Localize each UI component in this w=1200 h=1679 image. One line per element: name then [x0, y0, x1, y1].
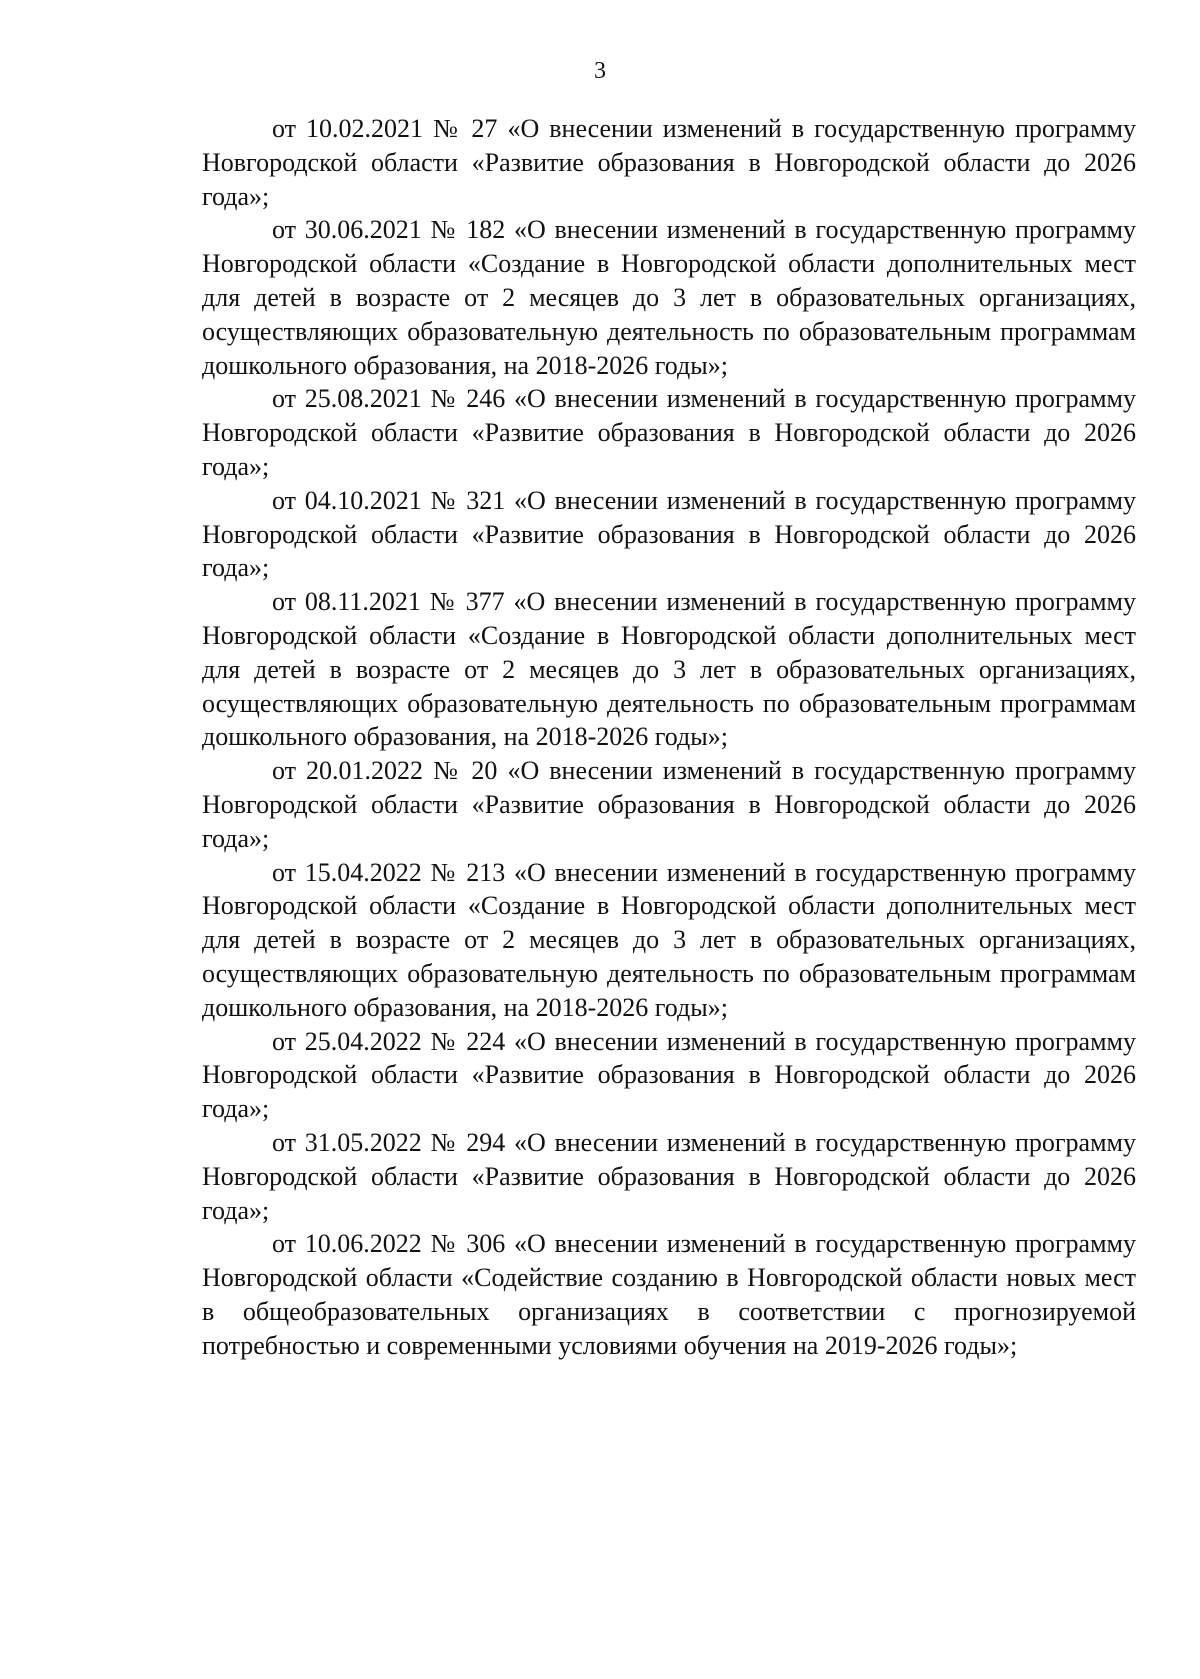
- amendment-list: [202, 112, 1136, 1362]
- list-item: от 20.01.2022 № 20 «О внесении изменений в государственную программу Новгородской области «Развитие образования в Новгородской области до 2026 года»;: [202, 756, 1136, 853]
- page-number: 3: [594, 58, 606, 84]
- list-item: от 25.04.2022 № 224 «О внесении изменений в государственную программу Новгородской области «Развитие образования в Новгородской области до 2026 года»;: [202, 1026, 1136, 1124]
- list-item: от 08.11.2021 № 377 «О внесении изменений в государственную программу Новгородской области «Создание в Новгородской области дополнительных мест для детей в возрасте от 2 месяцев до 3 лет в образовательных организациях, осуществляющих образовательную деятельность по образовательным программам дошкольного образования, на 2018-2026 годы»;: [202, 587, 1136, 752]
- list-item: от 04.10.2021 № 321 «О внесении изменений в государственную программу Новгородской области «Развитие образования в Новгородской области до 2026 года»;: [202, 485, 1136, 583]
- list-item: от 10.06.2022 № 306 «О внесении изменений в государственную программу Новгородской области «Содействие созданию в Новгородской области новых мест в общеобразовательных организациях в соответствии с прогнозируемой потребностью и современными условиями обучения на 2019-2026 годы»;: [202, 1229, 1136, 1360]
- list-item: от 10.02.2021 № 27 «О внесении изменений в государственную программу Новгородской области «Развитие образования в Новгородской области до 2026 года»;: [202, 114, 1136, 211]
- list-item: от 25.08.2021 № 246 «О внесении изменений в государственную программу Новгородской области «Развитие образования в Новгородской области до 2026 года»;: [202, 384, 1136, 481]
- list-item: от 30.06.2021 № 182 «О внесении изменений в государственную программу Новгородской области «Создание в Новгородской области дополнительных мест для детей в возрасте от 2 месяцев до 3 лет в образовательных организациях, осуществляющих образовательную деятельность по образовательным программам дошкольного образования, на 2018-2026 годы»;: [202, 215, 1136, 380]
- list-item: от 31.05.2022 № 294 «О внесении изменений в государственную программу Новгородской области «Развитие образования в Новгородской области до 2026 года»;: [202, 1127, 1136, 1225]
- list-item: от 15.04.2022 № 213 «О внесении изменений в государственную программу Новгородской области «Создание в Новгородской области дополнительных мест для детей в возрасте от 2 месяцев до 3 лет в образовательных организациях, осуществляющих образовательную деятельность по образовательным программам дошкольного образования, на 2018-2026 годы»;: [202, 857, 1136, 1022]
